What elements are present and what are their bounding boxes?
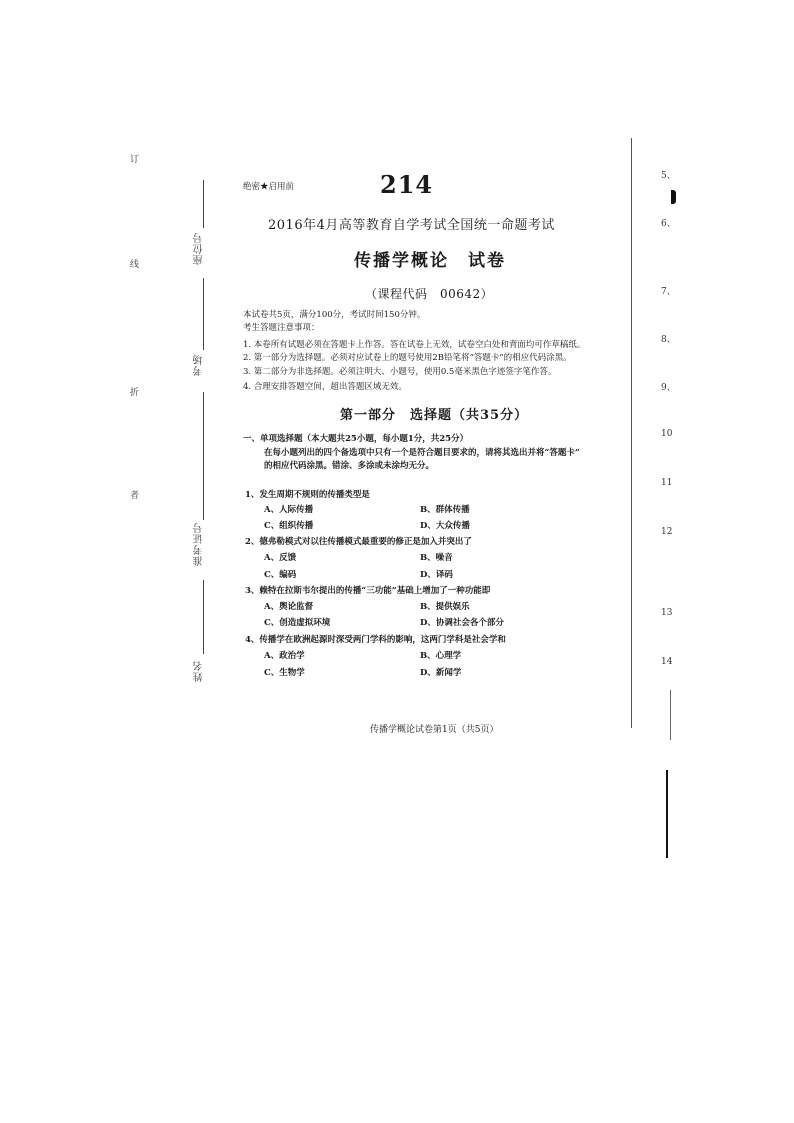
question-option: B、群体传播: [420, 505, 470, 515]
exam-code: 214: [380, 170, 434, 199]
question-stem: 1、发生周期不规则的传播类型是: [245, 490, 370, 500]
ticket-number-line: [203, 392, 204, 520]
scan-edge-mark: [671, 190, 676, 204]
scan-edge-line: [666, 770, 668, 858]
question-option: A、反馈: [264, 553, 297, 563]
paper-title: 传播学概论 试卷: [354, 251, 506, 271]
question-stem: 4、传播学在欧洲起源时深受两门学科的影响，这两门学科是社会学和: [245, 635, 506, 645]
venue-line: [203, 278, 204, 350]
next-page-question-number: 9、: [661, 383, 676, 393]
next-page-question-number: 14: [661, 657, 673, 667]
part-one-heading: 第一部分 选择题（共35分）: [340, 408, 529, 423]
question-option: C、组织传播: [264, 521, 314, 531]
name-label: 姓名: [194, 660, 205, 682]
section-instruction: 在每小题列出的四个备选项中只有一个是符合题目要求的，请将其选出并将“答题卡”: [264, 448, 580, 458]
question-option: A、政治学: [264, 651, 305, 661]
binding-mark-4: 者: [130, 491, 140, 501]
confidential-label: 绝密★启用前: [243, 182, 295, 192]
next-page-question-number: 8、: [661, 335, 676, 345]
question-option: D、译码: [420, 570, 453, 580]
question-stem: 3、赖特在拉斯韦尔提出的传播“三功能”基础上增加了一种功能即: [245, 586, 491, 596]
seat-number-line: [203, 180, 204, 228]
question-option: D、大众传播: [420, 521, 470, 531]
next-page-question-number: 11: [661, 478, 673, 488]
notes-line: 本试卷共5页，满分100分，考试时间150分钟。: [243, 310, 426, 320]
page-footer: 传播学概论试卷第1页（共5页）: [370, 725, 499, 735]
next-page-question-number: 13: [661, 608, 673, 618]
section-instruction: 的相应代码涂黑。错涂、多涂或未涂均无分。: [264, 461, 435, 471]
question-option: C、编码: [264, 570, 297, 580]
binding-mark-2: 线: [130, 260, 140, 270]
course-code: （课程代码 00642）: [365, 287, 494, 301]
question-option: B、噪音: [420, 553, 453, 563]
notes-line: 考生答题注意事项：: [243, 323, 320, 333]
next-page-question-number: 12: [661, 527, 673, 537]
question-option: A、舆论监督: [264, 602, 314, 612]
question-option: B、提供娱乐: [420, 602, 470, 612]
notes-line: 2. 第一部分为选择题。必须对应试卷上的题号使用2B铅笔将“答题卡”的相应代码涂黑。: [243, 353, 572, 363]
ticket-number-label: 准考证号: [194, 522, 205, 566]
notes-line: 1. 本卷所有试题必须在答题卡上作答。答在试卷上无效，试卷空白处和背面均可作草稿纸。: [243, 340, 586, 350]
name-line: [203, 580, 204, 654]
question-option: C、创造虚拟环境: [264, 618, 331, 628]
binding-mark-3: 折: [130, 388, 140, 398]
question-option: C、生物学: [264, 668, 305, 678]
notes-line: 3. 第二部分为非选择题。必须注明大、小题号，使用0.5毫米黑色字迹签字笔作答。: [243, 367, 557, 377]
next-page-question-number: 6、: [661, 219, 676, 229]
scan-edge-line-thin: [670, 690, 671, 740]
binding-mark-1: 订: [130, 155, 140, 165]
page-divider-line: [631, 138, 632, 728]
question-stem: 2、德弗勒模式对以往传播模式最重要的修正是加入并突出了: [245, 537, 472, 547]
notes-line: 4. 合理安排答题空间，超出答题区域无效。: [243, 382, 407, 392]
question-option: D、新闻学: [420, 668, 462, 678]
question-option: D、协调社会各个部分: [420, 618, 504, 628]
next-page-question-number: 5、: [661, 171, 676, 181]
next-page-question-number: 10: [661, 429, 673, 439]
section-heading: 一、单项选择题（本大题共25小题，每小题1分，共25分）: [243, 434, 469, 444]
seat-number-label: 座位号: [194, 232, 205, 265]
exam-title: 2016年4月高等教育自学考试全国统一命题考试: [268, 218, 555, 233]
question-option: B、心理学: [420, 651, 462, 661]
venue-label: 考场: [194, 354, 205, 376]
question-option: A、人际传播: [264, 505, 314, 515]
next-page-question-number: 7、: [661, 287, 676, 297]
